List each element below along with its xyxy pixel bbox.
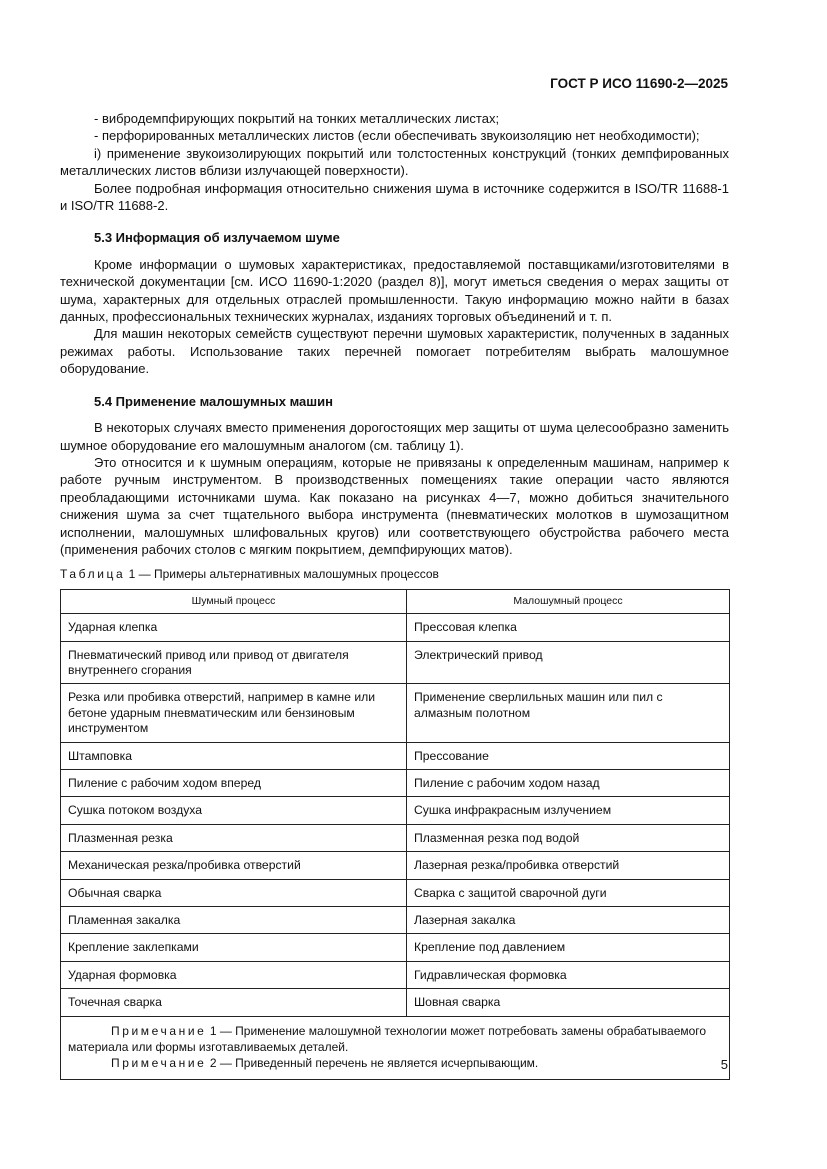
noisy-process-cell: Резка или пробивка отверстий, например в камне или бетоне ударным пневматическим или бензиновым инструментом — [61, 684, 407, 742]
page-content — [60, 110, 729, 1080]
header-low-noise-process: Малошумный процесс — [407, 589, 730, 613]
table-row — [61, 684, 730, 742]
section-5-3-paragraph-1: Кроме информации о шумовых характеристиках, предоставляемой поставщиками/изготовителями в технической документации [см. ИСО 11690-1:2020 (раздел 8)], могут иметься сведения о мерах защиты от шума, характерных для отдельных отраслей промышленности. Такую информацию можно найти в базах данных, профессиональных технических журналах, изданиях торговых объединений и т. п. — [60, 256, 729, 325]
note-1-text: 1 — Применение малошумной технологии может потребовать замены обрабатываемого материала или формы изготавливаемых деталей. — [68, 1023, 707, 1054]
table-row — [61, 770, 730, 797]
low-noise-process-cell: Применение сверлильных машин или пил с алмазным полотном — [407, 684, 730, 742]
low-noise-process-cell: Пиление с рабочим ходом назад — [407, 770, 730, 797]
table-row — [61, 934, 730, 961]
note-2-text: 2 — Приведенный перечень не является исчерпывающим. — [209, 1055, 539, 1070]
page-number: 5 — [720, 1057, 728, 1072]
noisy-process-cell: Пиление с рабочим ходом вперед — [61, 770, 407, 797]
low-noise-process-cell: Прессование — [407, 742, 730, 769]
table-notes-row — [61, 1016, 730, 1079]
section-5-3-heading: 5.3 Информация об излучаемом шуме — [94, 230, 340, 246]
alternatives-table — [60, 589, 730, 1080]
note-1-word: Примечание — [111, 1023, 207, 1038]
section-5-4-paragraph-1: В некоторых случаях вместо применения дорогостоящих мер защиты от шума целесообразно заменить шумное оборудование его малошумным аналогом (см. таблицу 1). — [60, 420, 729, 453]
noisy-process-cell: Плазменная резка — [61, 824, 407, 851]
low-noise-process-cell: Лазерная резка/пробивка отверстий — [407, 852, 730, 879]
noisy-process-cell: Точечная сварка — [61, 989, 407, 1016]
noisy-process-cell: Обычная сварка — [61, 879, 407, 906]
low-noise-process-cell: Сварка с защитой сварочной дуги — [407, 879, 730, 906]
section-5-4-heading: 5.4 Применение малошумных машин — [94, 393, 333, 409]
table-note-1 — [68, 1023, 722, 1055]
more-info-paragraph: Более подробная информация относительно снижения шума в источнике содержится в ISO/TR 11688-1 и ISO/TR 11688-2. — [60, 180, 729, 214]
table-caption-word: Таблица — [60, 567, 126, 582]
noisy-process-cell: Ударная формовка — [61, 961, 407, 988]
low-noise-process-cell: Электрический привод — [407, 641, 730, 684]
table-row — [61, 614, 730, 641]
table-row — [61, 961, 730, 988]
noisy-process-cell: Сушка потоком воздуха — [61, 797, 407, 824]
low-noise-process-cell: Гидравлическая формовка — [407, 961, 730, 988]
note-2-word: Примечание — [111, 1055, 207, 1070]
table-row — [61, 879, 730, 906]
table-row — [61, 907, 730, 934]
low-noise-process-cell: Плазменная резка под водой — [407, 824, 730, 851]
table-header-row — [61, 589, 730, 613]
table-row — [61, 742, 730, 769]
noisy-process-cell: Ударная клепка — [61, 614, 407, 641]
noisy-process-cell: Крепление заклепками — [61, 934, 407, 961]
noisy-process-cell: Штамповка — [61, 742, 407, 769]
noisy-process-cell: Пламенная закалка — [61, 907, 407, 934]
table-caption — [60, 566, 729, 583]
bullet-perforated-sheets: - перфорированных металлических листов (если обеспечивать звукоизоляцию нет необходимости); — [94, 128, 700, 144]
low-noise-process-cell: Прессовая клепка — [407, 614, 730, 641]
noisy-process-cell: Пневматический привод или привод от двигателя внутреннего сгорания — [61, 641, 407, 684]
table-row — [61, 641, 730, 684]
section-5-3-paragraph-2: Для машин некоторых семейств существуют перечни шумовых характеристик, полученных в заданных режимах работы. Использование таких перечней помогает потребителям выбрать малошумное оборудование. — [60, 326, 729, 377]
low-noise-process-cell: Крепление под давлением — [407, 934, 730, 961]
noisy-process-cell: Механическая резка/пробивка отверстий — [61, 852, 407, 879]
document-header: ГОСТ Р ИСО 11690-2—2025 — [550, 76, 728, 91]
low-noise-process-cell: Сушка инфракрасным излучением — [407, 797, 730, 824]
bullet-damping-coatings: - вибродемпфирующих покрытий на тонких металлических листах; — [94, 111, 500, 126]
header-noisy-process: Шумный процесс — [61, 589, 407, 613]
low-noise-process-cell: Лазерная закалка — [407, 907, 730, 934]
table-row — [61, 797, 730, 824]
table-note-2 — [68, 1055, 722, 1071]
low-noise-process-cell: Шовная сварка — [407, 989, 730, 1016]
section-5-4-paragraph-2: Это относится и к шумным операциям, которые не привязаны к определенным машинам, например к работе ручным инструментом. В производственных помещениях такие операции часто являются преобладающими источниками шума. Как показано на рисунках 4—7, можно добиться значительного снижения шума за счет тщательного выбора инструмента (пневматических молотков в шумозащитном исполнении, малошумных шлифовальных кругов) или соответствующего обустройства рабочего места (применения рабочих столов с мягким покрытием, демпфирующих матов). — [60, 454, 729, 557]
table-row — [61, 989, 730, 1016]
item-i-insulating-coatings: i) применение звукоизолирующих покрытий или толстостенных конструкций (тонких демпфированных металлических листов вблизи излучающей поверхности). — [60, 145, 729, 179]
table-row — [61, 852, 730, 879]
table-row — [61, 824, 730, 851]
table-notes — [61, 1016, 730, 1079]
table-caption-text: 1 — Примеры альтернативных малошумных процессов — [128, 567, 439, 582]
